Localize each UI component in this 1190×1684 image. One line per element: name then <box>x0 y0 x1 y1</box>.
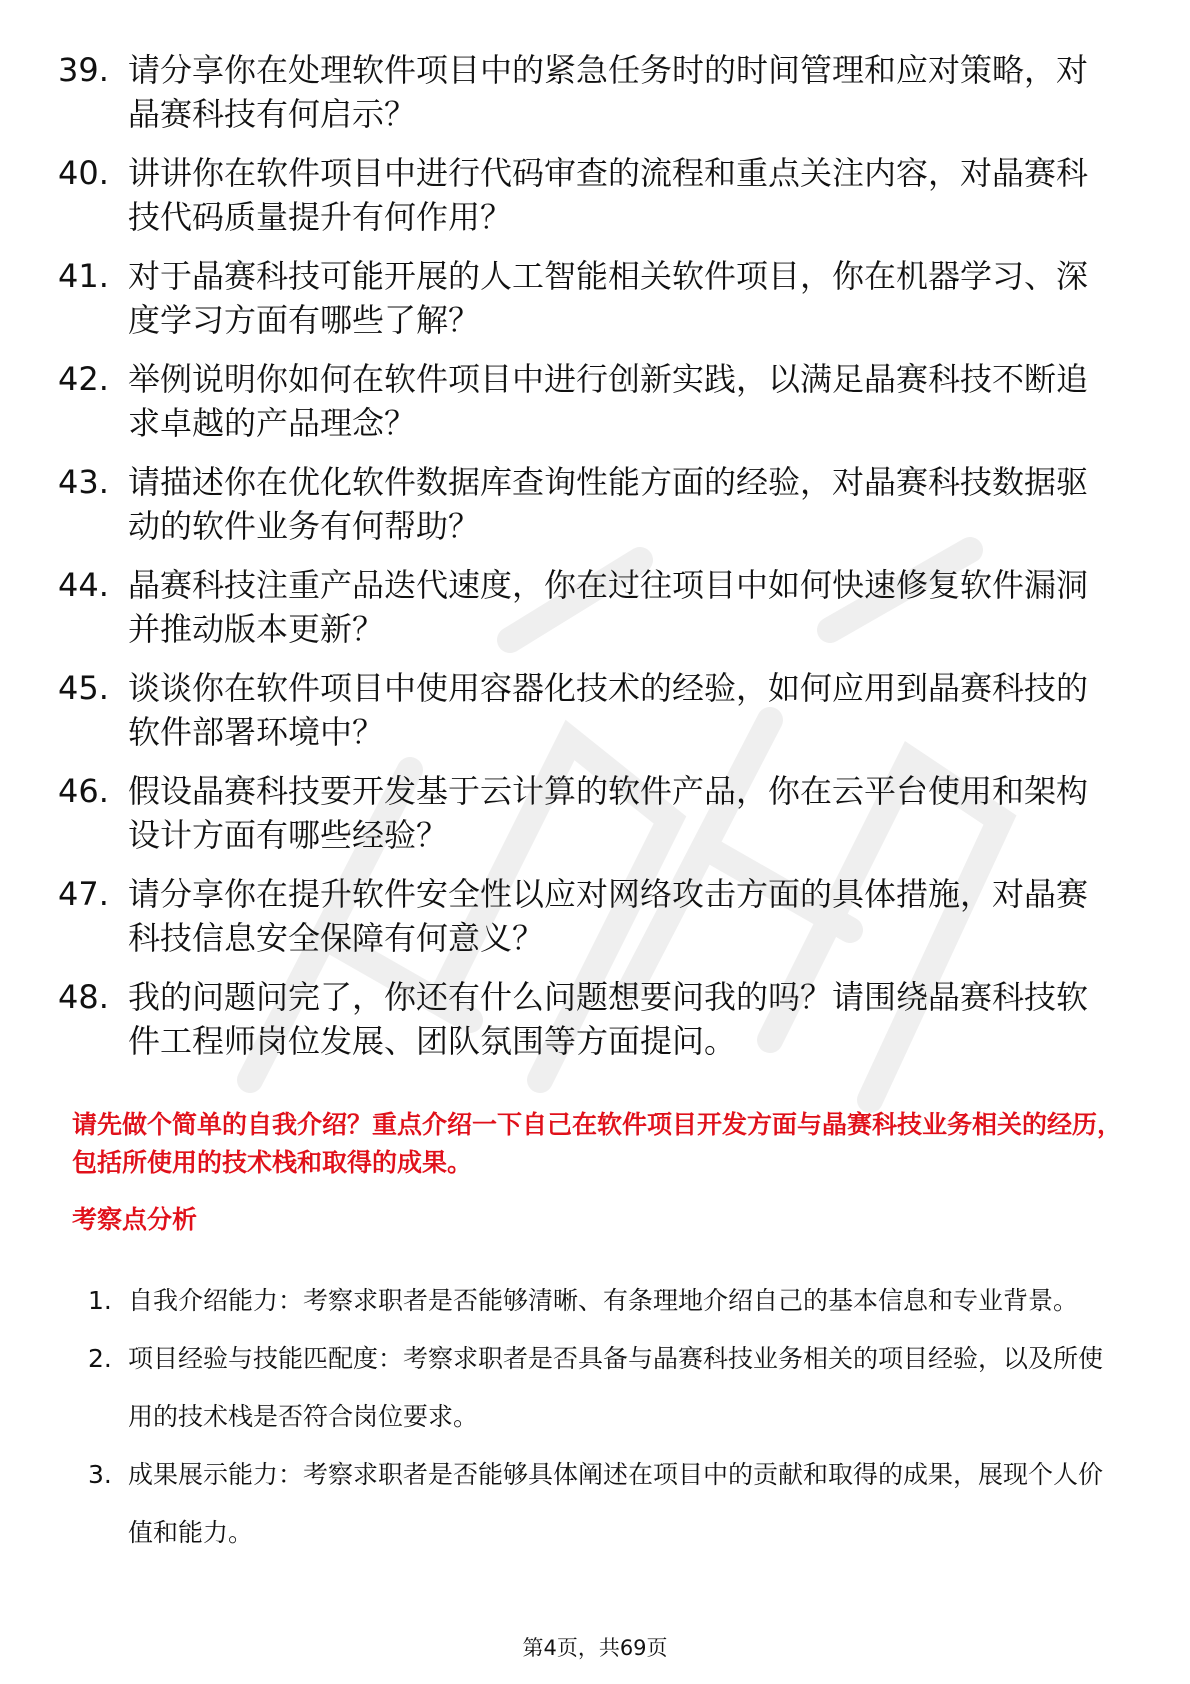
point-number: 1. <box>88 1286 112 1315</box>
list-item <box>58 254 1118 342</box>
question-text: 谈谈你在软件项目中使用容器化技术的经验，如何应用到晶赛科技的软件部署环境中？ <box>128 669 1089 751</box>
question-text: 请分享你在处理软件项目中的紧急任务时的时间管理和应对策略，对晶赛科技有何启示？ <box>128 51 1089 133</box>
question-text: 请分享你在提升软件安全性以应对网络攻击方面的具体措施，对晶赛科技信息安全保障有何意义？ <box>128 875 1089 957</box>
list-item <box>58 975 1118 1063</box>
list-item <box>58 460 1118 548</box>
highlight-question: 请先做个简单的自我介绍？重点介绍一下自己在软件项目开发方面与晶赛科技业务相关的经历，包括所使用的技术栈和取得的成果。 <box>72 1110 1123 1177</box>
analysis-list <box>86 1272 1126 1562</box>
list-item <box>86 1446 1126 1562</box>
section-title: 考察点分析 <box>72 1205 198 1234</box>
question-number: 43. <box>58 463 109 501</box>
list-item <box>58 151 1118 239</box>
question-number: 48. <box>58 978 109 1016</box>
question-number: 44. <box>58 566 109 604</box>
list-item <box>58 357 1118 445</box>
page-footer: 第4页，共69页 <box>522 1636 668 1660</box>
question-number: 47. <box>58 875 109 913</box>
question-text: 我的问题问完了，你还有什么问题想要问我的吗？请围绕晶赛科技软件工程师岗位发展、团队氛围等方面提问。 <box>128 978 1089 1060</box>
question-text: 晶赛科技注重产品迭代速度，你在过往项目中如何快速修复软件漏洞并推动版本更新？ <box>128 566 1089 648</box>
question-text: 讲讲你在软件项目中进行代码审查的流程和重点关注内容，对晶赛科技代码质量提升有何作用？ <box>128 154 1089 236</box>
point-text: 成果展示能力：考察求职者是否能够具体阐述在项目中的贡献和取得的成果，展现个人价值和能力。 <box>128 1460 1104 1547</box>
list-item <box>86 1330 1126 1446</box>
question-text: 请描述你在优化软件数据库查询性能方面的经验，对晶赛科技数据驱动的软件业务有何帮助？ <box>128 463 1089 545</box>
point-number: 3. <box>88 1460 112 1489</box>
question-text: 对于晶赛科技可能开展的人工智能相关软件项目，你在机器学习、深度学习方面有哪些了解？ <box>128 257 1089 339</box>
question-number: 41. <box>58 257 109 295</box>
question-number: 39. <box>58 51 109 89</box>
question-number: 42. <box>58 360 109 398</box>
list-item <box>86 1272 1126 1330</box>
question-text: 假设晶赛科技要开发基于云计算的软件产品，你在云平台使用和架构设计方面有哪些经验？ <box>128 772 1089 854</box>
list-item <box>58 48 1118 136</box>
list-item <box>58 563 1118 651</box>
question-number: 45. <box>58 669 109 707</box>
list-item <box>58 769 1118 857</box>
question-number: 40. <box>58 154 109 192</box>
point-text: 项目经验与技能匹配度：考察求职者是否具备与晶赛科技业务相关的项目经验，以及所使用的技术栈是否符合岗位要求。 <box>128 1344 1104 1431</box>
question-number: 46. <box>58 772 109 810</box>
question-list <box>58 48 1118 1078</box>
point-text: 自我介绍能力：考察求职者是否能够清晰、有条理地介绍自己的基本信息和专业背景。 <box>128 1286 1079 1315</box>
point-number: 2. <box>88 1344 112 1373</box>
list-item <box>58 666 1118 754</box>
question-text: 举例说明你如何在软件项目中进行创新实践，以满足晶赛科技不断追求卓越的产品理念？ <box>128 360 1089 442</box>
list-item <box>58 872 1118 960</box>
